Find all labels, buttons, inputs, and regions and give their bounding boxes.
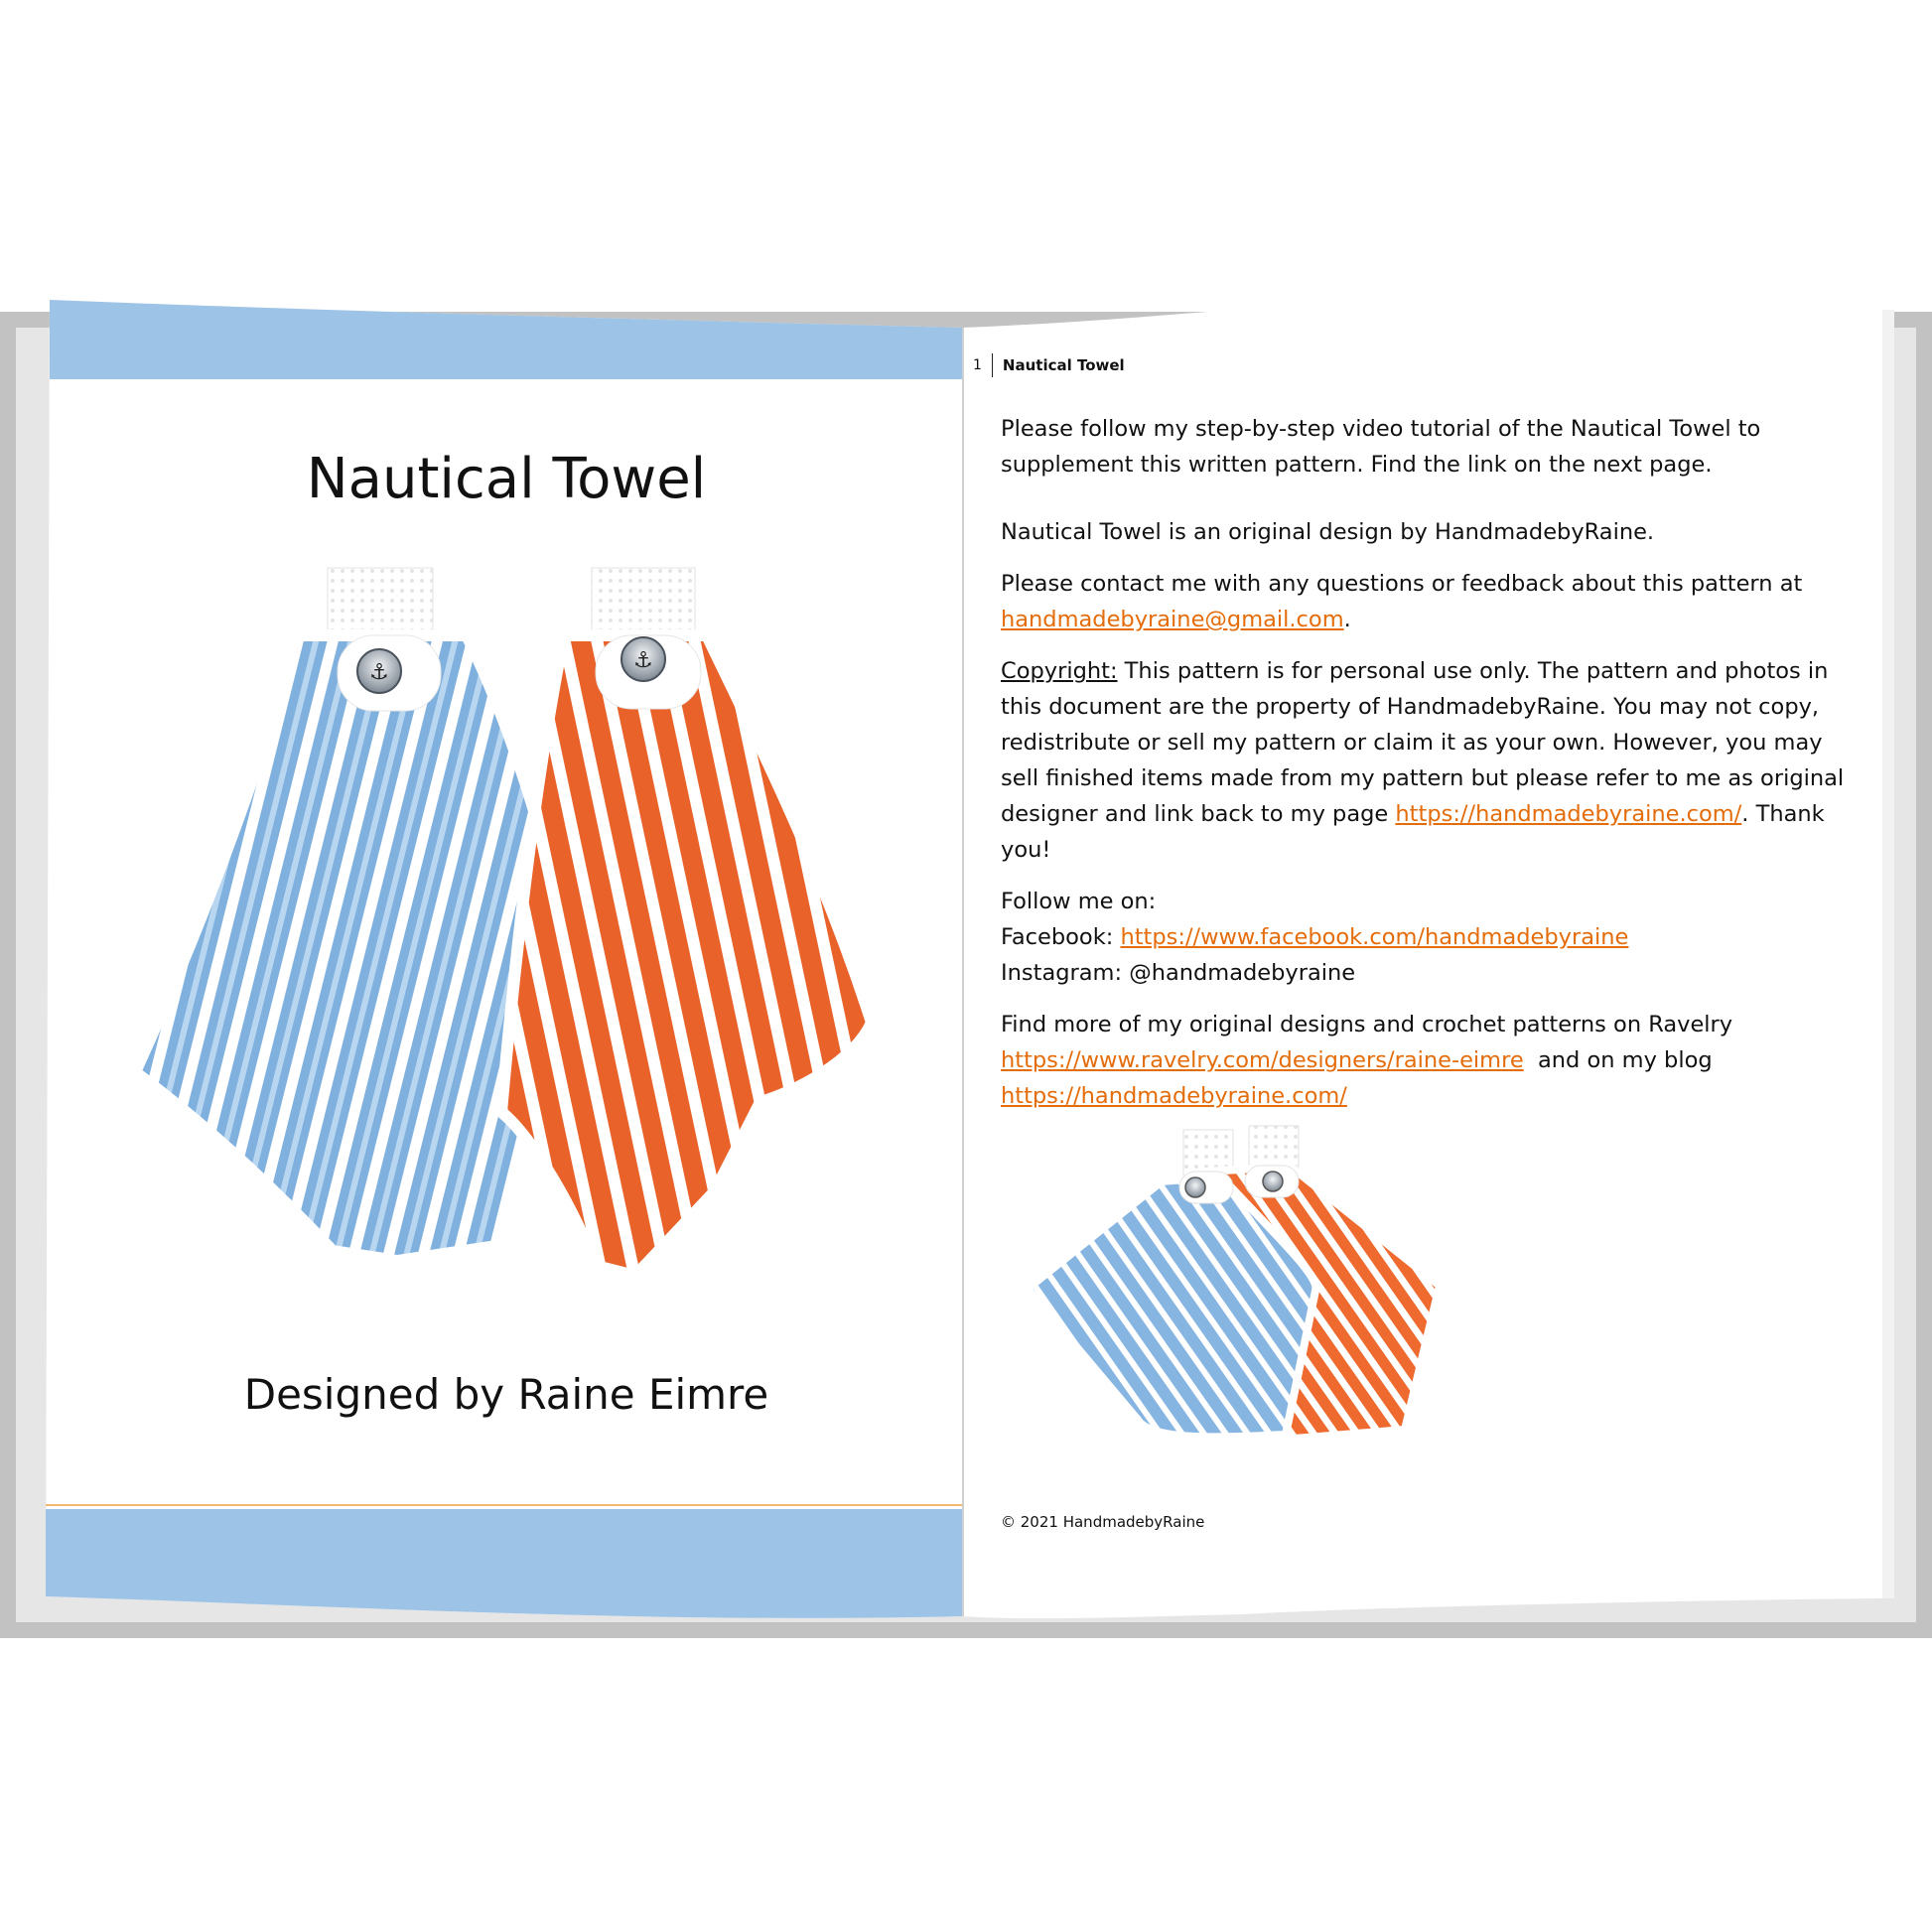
blog-text: and on my blog bbox=[1523, 1047, 1713, 1073]
copyright-text: This pattern is for personal use only. The pattern and photos in this document are the property of HandmadebyRaine. You may not copy, redistribute or sell my pattern or claim it as your own. However, you may sell finished items made from my pattern but please refer to me as original designer and link back to my page bbox=[1001, 658, 1845, 827]
header-title: Nautical Towel bbox=[1002, 356, 1125, 374]
ravelry-text: Find more of my original designs and crochet patterns on Ravelry bbox=[1001, 1012, 1733, 1037]
intro-paragraph: Please follow my step-by-step video tutorial of the Nautical Towel to supplement this written pattern. Find the link on the next page. bbox=[1001, 416, 1761, 478]
cover-designer: Designed by Raine Eimre bbox=[243, 1370, 769, 1419]
original-design-paragraph: Nautical Towel is an original design by HandmadebyRaine. bbox=[1001, 519, 1655, 545]
contact-email-link[interactable]: handmadebyraine@gmail.com bbox=[1001, 607, 1344, 632]
copyright-label: Copyright: bbox=[1001, 658, 1118, 684]
follow-paragraph bbox=[1001, 884, 1855, 991]
contact-text: Please contact me with any questions or feedback about this pattern at bbox=[1001, 571, 1803, 597]
facebook-link[interactable]: https://www.facebook.com/handmadebyraine bbox=[1120, 924, 1629, 950]
copyright-site-link[interactable]: https://handmadebyraine.com/ bbox=[1395, 801, 1742, 827]
contact-paragraph bbox=[1001, 566, 1855, 637]
follow-label: Follow me on: bbox=[1001, 889, 1157, 914]
page-footer: © 2021 HandmadebyRaine bbox=[1001, 1513, 1205, 1531]
copyright-paragraph bbox=[1001, 653, 1855, 868]
ravelry-link[interactable]: https://www.ravelry.com/designers/raine-eimre bbox=[1001, 1047, 1524, 1073]
blog-link[interactable]: https://handmadebyraine.com/ bbox=[1001, 1083, 1347, 1109]
svg-text:⚓: ⚓ bbox=[369, 660, 389, 685]
page-header bbox=[973, 353, 1125, 377]
contact-end: . bbox=[1343, 607, 1351, 632]
copyright-end: . Thank you! bbox=[1001, 801, 1825, 863]
page-number: 1 bbox=[973, 357, 982, 373]
cover-title: Nautical Towel bbox=[306, 447, 707, 511]
instagram-text: Instagram: @handmadebyraine bbox=[1001, 960, 1356, 986]
svg-text:⚓: ⚓ bbox=[633, 648, 653, 673]
right-page-edge bbox=[1882, 310, 1894, 1598]
pattern-intro-content bbox=[1001, 411, 1855, 1130]
header-separator bbox=[992, 353, 993, 377]
ravelry-paragraph bbox=[1001, 1007, 1855, 1114]
facebook-label: Facebook: bbox=[1001, 924, 1121, 950]
